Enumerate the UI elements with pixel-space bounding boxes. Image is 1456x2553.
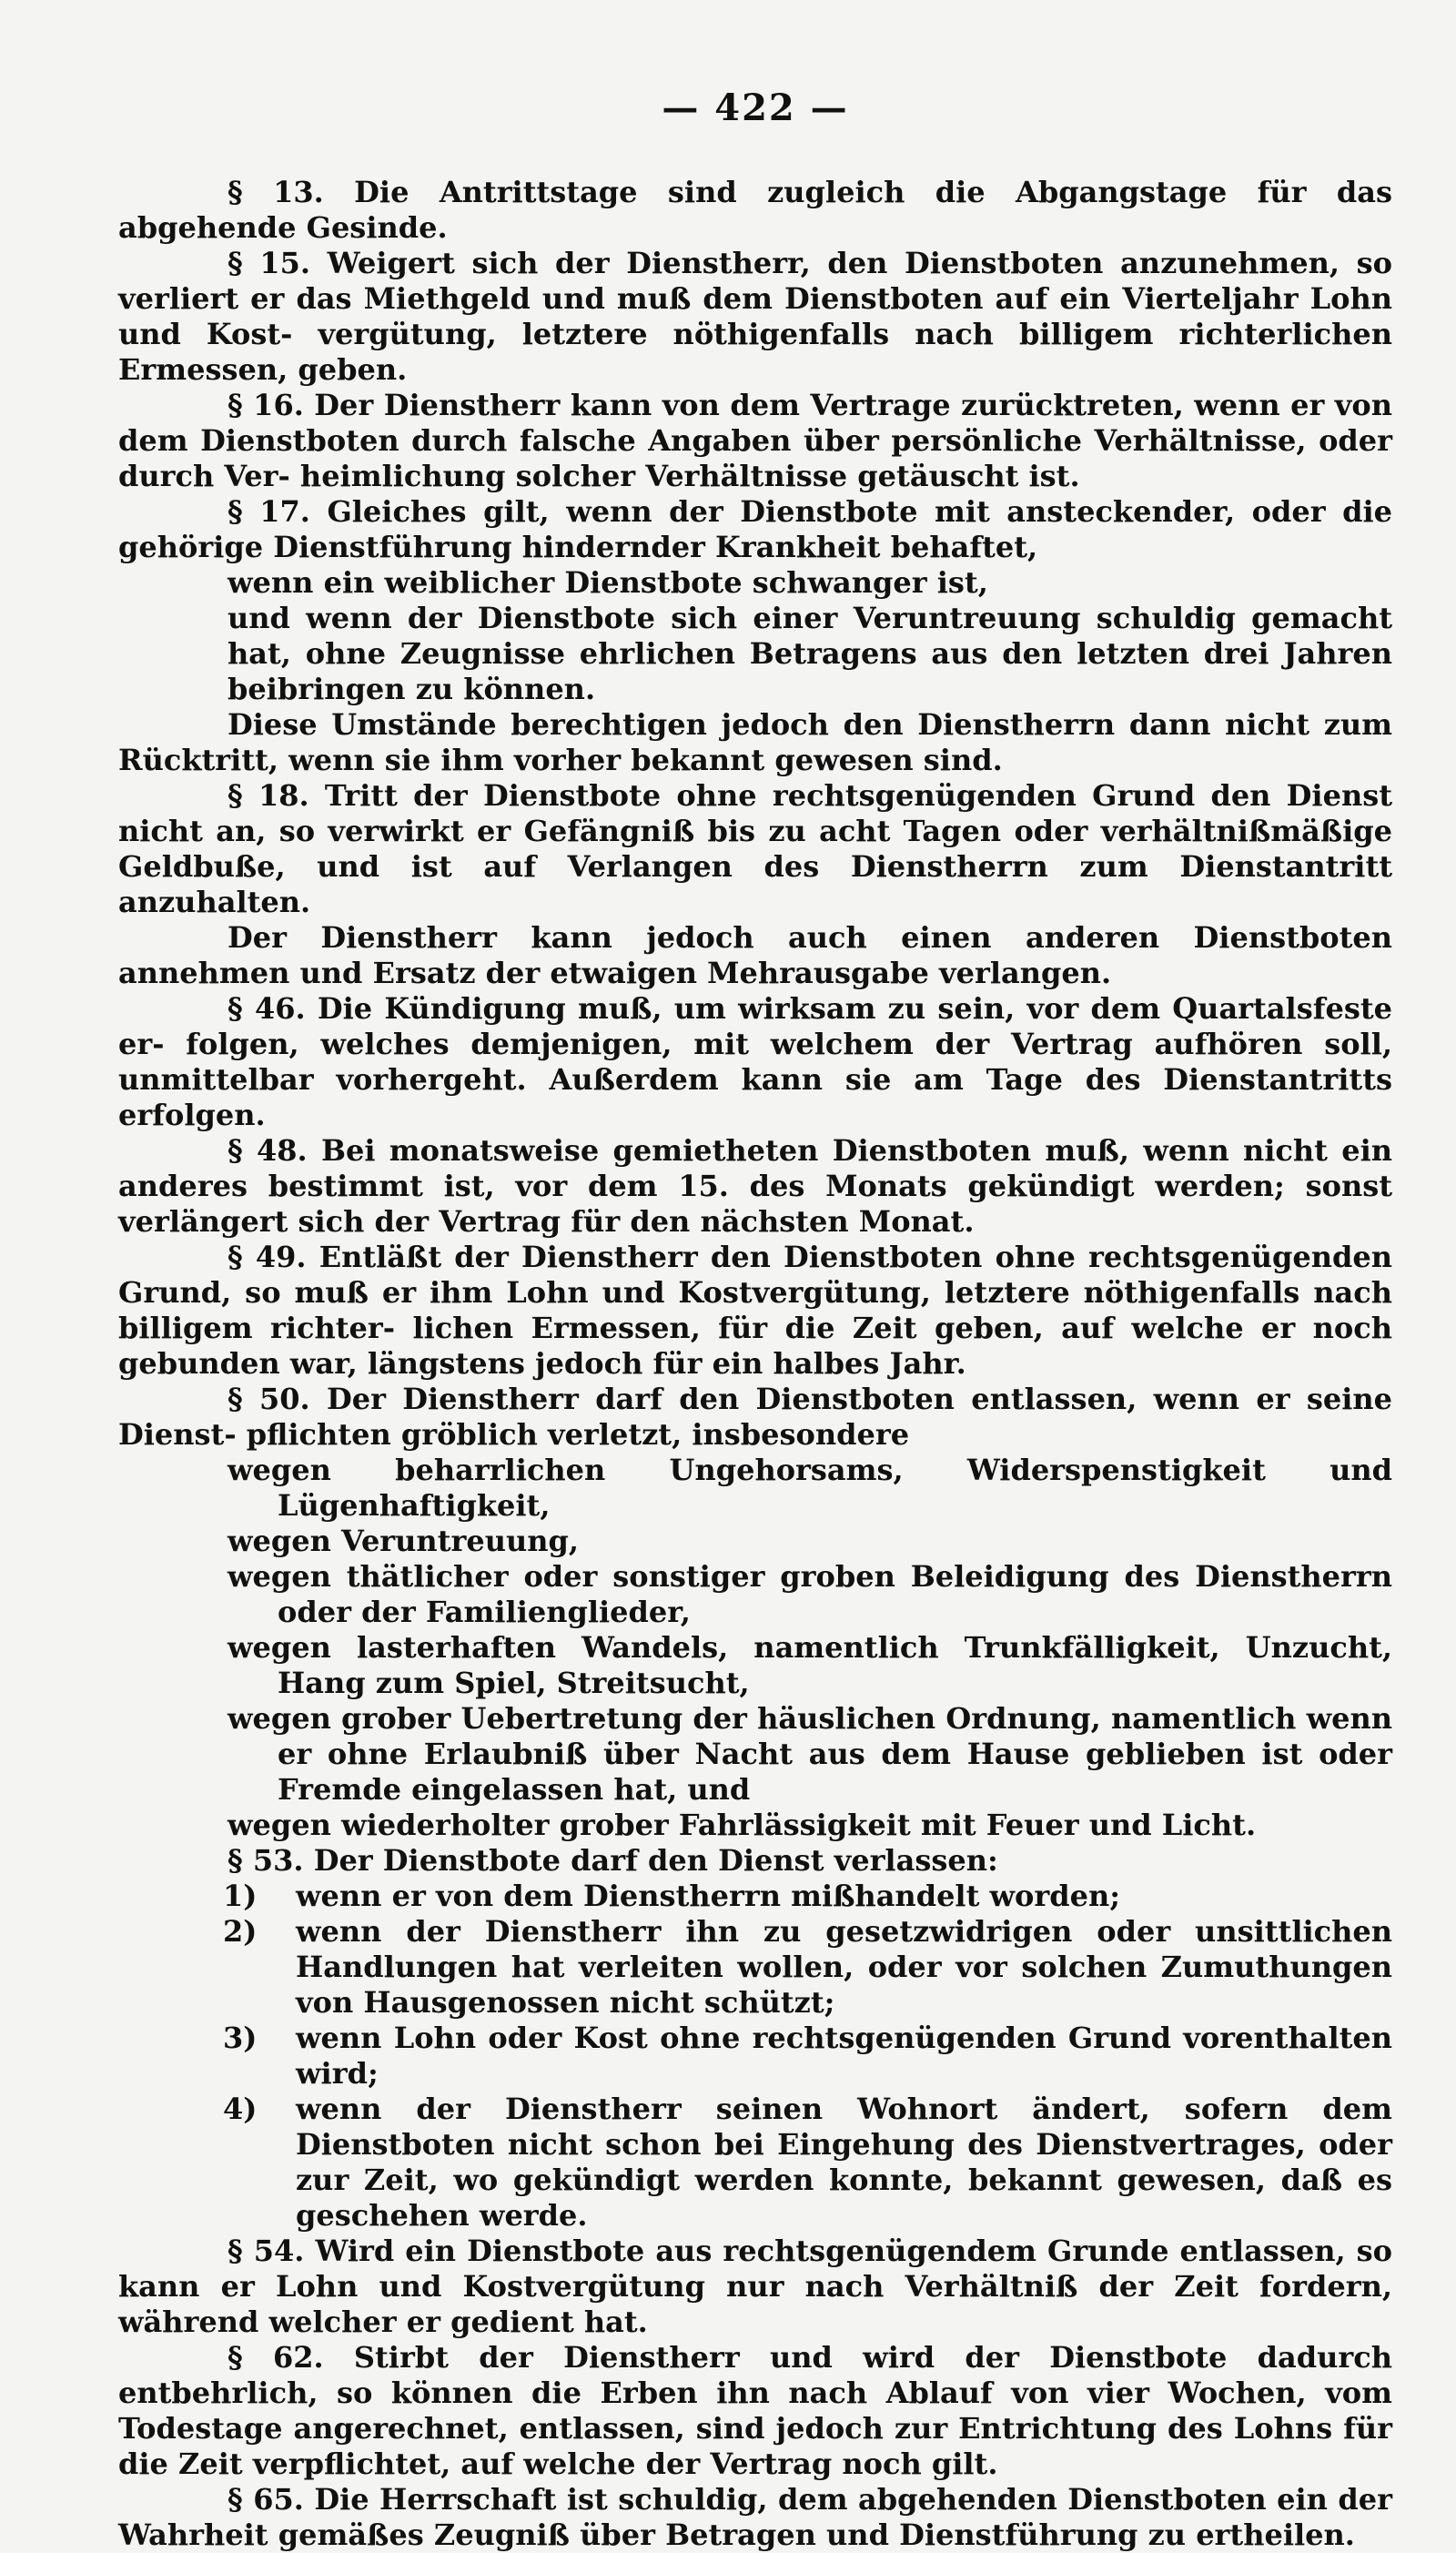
- paragraph-s18: § 18. Tritt der Dienstbote ohne rechtsgenügenden Grund den Dienst nicht an, so verwirkt er Gefängniß bis zu acht Tagen oder verhältnißmäßige Geldbuße, und ist auf Verlangen des Dienstherrn zum Dienstantritt anzuhalten.: [118, 778, 1392, 919]
- paragraph-s53: § 53. Der Dienstbote darf den Dienst verlassen:: [228, 1843, 998, 1878]
- s53-item: [118, 2021, 1392, 2092]
- paragraph-s17-tail: Diese Umstände berechtigen jedoch den Dienstherrn dann nicht zum Rücktritt, wenn sie ihm vorher bekannt gewesen sind.: [118, 707, 1392, 777]
- s50-item: wegen lasterhaften Wandels, namentlich Trunkfälligkeit, Unzucht, Hang zum Spiel, Streitsucht,: [228, 1630, 1392, 1700]
- page-number: — 422 —: [662, 86, 849, 129]
- paragraph-s17: § 17. Gleiches gilt, wenn der Dienstbote mit ansteckender, oder die gehörige Dienstführung hindernder Krankheit behaftet,: [118, 494, 1392, 564]
- s53-item: [118, 2092, 1392, 2234]
- s53-item-number: 3): [223, 2021, 258, 2055]
- paragraph-s65: § 65. Die Herrschaft ist schuldig, dem abgehenden Dienstboten ein der Wahrheit gemäßes Zeugniß über Betragen und Dienstführung zu ertheilen.: [118, 2482, 1392, 2552]
- s50-item: wegen beharrlichen Ungehorsams, Widerspenstigkeit und Lügenhaftigkeit,: [228, 1453, 1392, 1523]
- s17-item: wenn ein weiblicher Dienstbote schwanger ist,: [228, 565, 988, 600]
- s53-item: [118, 1914, 1392, 2021]
- s53-item-text: wenn der Dienstherr seinen Wohnort ändert, sofern dem Dienstboten nicht schon bei Eingehung des Dienstvertrages, oder zur Zeit, wo gekündigt werden konnte, bekannt gewesen, daß es geschehen werde.: [296, 2092, 1392, 2233]
- s53-item-number: 2): [223, 1914, 258, 1949]
- paragraph-s18-tail: Der Dienstherr kann jedoch auch einen anderen Dienstboten annehmen und Ersatz der etwaigen Mehrausgabe verlangen.: [118, 920, 1392, 990]
- document-body: [118, 175, 1392, 2553]
- paragraph-s50: § 50. Der Dienstherr darf den Dienstboten entlassen, wenn er seine Dienst- pflichten gröblich verletzt, insbesondere: [118, 1382, 1392, 1452]
- s50-item: wegen Veruntreuung,: [228, 1524, 579, 1558]
- paragraph-s54: § 54. Wird ein Dienstbote aus rechtsgenügendem Grunde entlassen, so kann er Lohn und Kostvergütung nur nach Verhältniß der Zeit fordern, während welcher er gedient hat.: [118, 2234, 1392, 2339]
- s17-item: und wenn der Dienstbote sich einer Veruntreuung schuldig gemacht hat, ohne Zeugnisse ehrlichen Betragens aus den letzten drei Jahren beibringen zu können.: [228, 601, 1392, 706]
- s50-item: wegen grober Uebertretung der häuslichen Ordnung, namentlich wenn er ohne Erlaubniß über Nacht aus dem Hause geblieben ist oder Fremde eingelassen hat, und: [228, 1701, 1392, 1807]
- paragraph-s48: § 48. Bei monatsweise gemietheten Dienstboten muß, wenn nicht ein anderes bestimmt ist, vor dem 15. des Monats gekündigt werden; sonst verlängert sich der Vertrag für den nächsten Monat.: [118, 1133, 1392, 1239]
- paragraph-s62: § 62. Stirbt der Dienstherr und wird der Dienstbote dadurch entbehrlich, so können die Erben ihn nach Ablauf von vier Wochen, vom Todestage angerechnet, entlassen, sind jedoch zur Entrichtung des Lohns für die Zeit verpflichtet, auf welche der Vertrag noch gilt.: [118, 2340, 1392, 2481]
- s53-item: [118, 1879, 1392, 1914]
- s50-item: wegen thätlicher oder sonstiger groben Beleidigung des Dienstherrn oder der Familienglieder,: [228, 1559, 1392, 1629]
- s50-item: wegen wiederholter grober Fahrlässigkeit mit Feuer und Licht.: [228, 1808, 1257, 1842]
- paragraph-s15: § 15. Weigert sich der Dienstherr, den Dienstboten anzunehmen, so verliert er das Miethgeld und muß dem Dienstboten auf ein Vierteljahr Lohn und Kost- vergütung, letztere nöthigenfalls nach billigem richterlichen Ermessen, geben.: [118, 246, 1392, 387]
- s53-item-number: 4): [223, 2092, 258, 2126]
- paragraph-s13: § 13. Die Antrittstage sind zugleich die Abgangstage für das abgehende Gesinde.: [118, 175, 1392, 245]
- paragraph-s16: § 16. Der Dienstherr kann von dem Vertrage zurücktreten, wenn er von dem Dienstboten durch falsche Angaben über persönliche Verhältnisse, oder durch Ver- heimlichung solcher Verhältnisse getäuscht ist.: [118, 388, 1392, 493]
- paragraph-s46: § 46. Die Kündigung muß, um wirksam zu sein, vor dem Quartalsfeste er- folgen, welches demjenigen, mit welchem der Vertrag aufhören soll, unmittelbar vorhergeht. Außerdem kann sie am Tage des Dienstantritts erfolgen.: [118, 991, 1392, 1132]
- paragraph-s49: § 49. Entläßt der Dienstherr den Dienstboten ohne rechtsgenügenden Grund, so muß er ihm Lohn und Kostvergütung, letztere nöthigenfalls nach billigem richter- lichen Ermessen, für die Zeit geben, auf welche er noch gebunden war, längstens jedoch für ein halbes Jahr.: [118, 1240, 1392, 1381]
- s53-item-text: wenn Lohn oder Kost ohne rechtsgenügenden Grund vorenthalten wird;: [296, 2021, 1392, 2091]
- s53-item-text: wenn der Dienstherr ihn zu gesetzwidrigen oder unsittlichen Handlungen hat verleiten wollen, oder vor solchen Zumuthungen von Hausgenossen nicht schützt;: [296, 1914, 1392, 2020]
- s53-item-text: wenn er von dem Dienstherrn mißhandelt worden;: [296, 1879, 1121, 1913]
- s53-item-number: 1): [223, 1879, 258, 1913]
